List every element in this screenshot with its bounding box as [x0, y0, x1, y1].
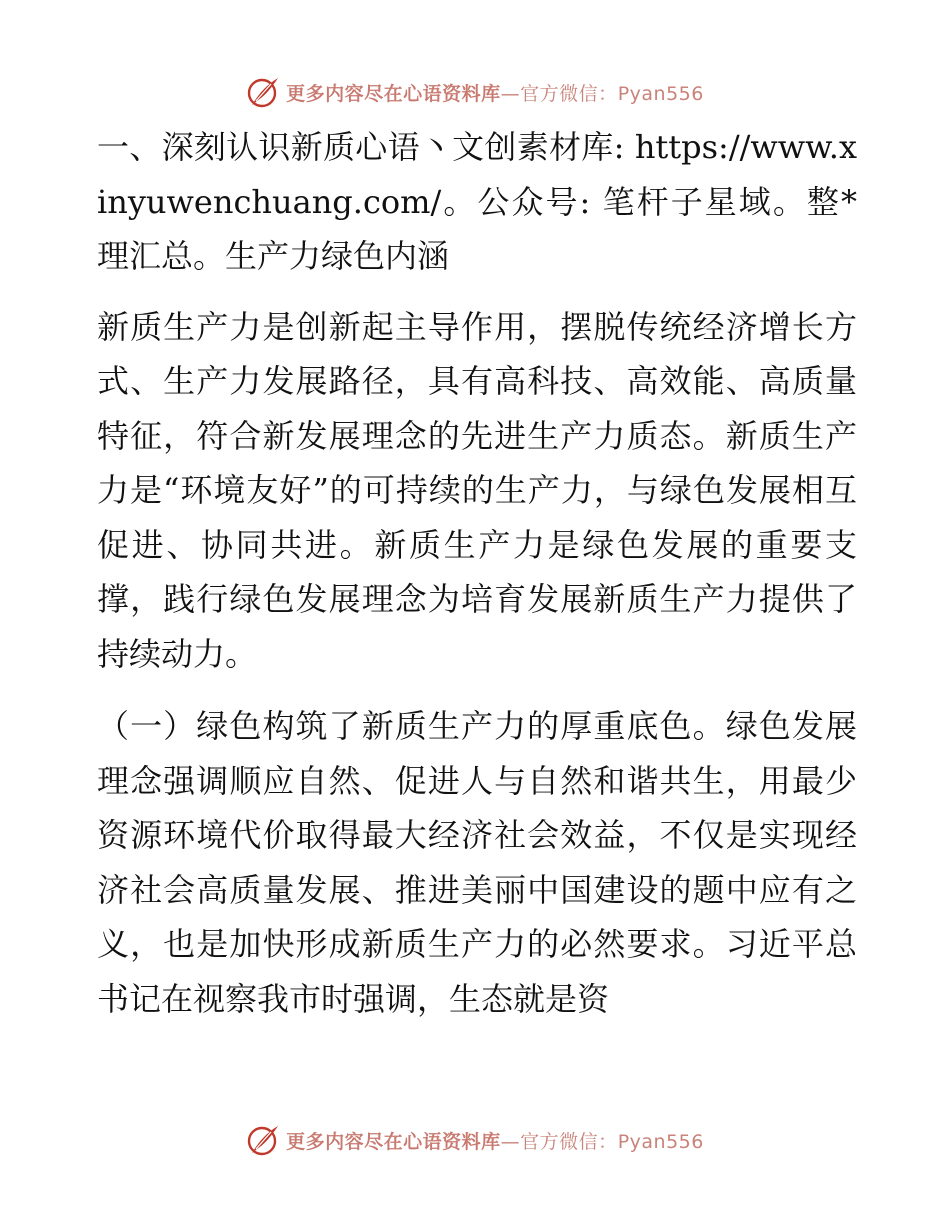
paragraph-1: 新质生产力是创新起主导作用，摆脱传统经济增长方式、生产力发展路径，具有高科技、高效能、高质量特征，符合新发展理念的先进生产力质态。新质生产力是“环境友好”的可持续的生产力，与绿色发展相互促进、协同共进。新质生产力是绿色发展的重要支撑，践行绿色发展理念为培育发展新质生产力提供了持续动力。: [97, 307, 857, 673]
quill-pen-circle-icon: [246, 1123, 280, 1157]
footer-banner: [0, 1120, 950, 1160]
header-banner-sub: 官方微信：: [520, 82, 618, 105]
footer-banner-wechat: Pyan556: [617, 1130, 704, 1153]
header-banner-text: [286, 79, 704, 106]
footer-banner-main: 更多内容尽在心语资料库: [286, 1130, 501, 1153]
footer-banner-sub: 官方微信：: [520, 1130, 618, 1153]
header-banner-dash: —: [500, 82, 521, 105]
header-banner-wechat: Pyan556: [617, 82, 704, 105]
paragraph-2: （一）绿色构筑了新质生产力的厚重底色。绿色发展理念强调顺应自然、促进人与自然和谐共生，用最少资源环境代价取得最大经济社会效益，不仅是实现经济社会高质量发展、推进美丽中国建设的题中应有之义，也是加快形成新质生产力的必然要求。习近平总书记在视察我市时强调，生态就是资: [97, 707, 857, 1018]
quill-pen-circle-icon: [246, 75, 280, 109]
footer-banner-dash: —: [500, 1130, 521, 1153]
header-banner: [0, 72, 950, 112]
footer-banner-text: [286, 1127, 704, 1154]
section-heading: 一、深刻认识新质心语丶文创素材库: https://www.xinyuwenchuang.com/。公众号: 笔杆子星域。整*理汇总。生产力绿色内涵: [97, 128, 857, 275]
document-body: [97, 120, 857, 1026]
header-banner-main: 更多内容尽在心语资料库: [286, 82, 501, 105]
